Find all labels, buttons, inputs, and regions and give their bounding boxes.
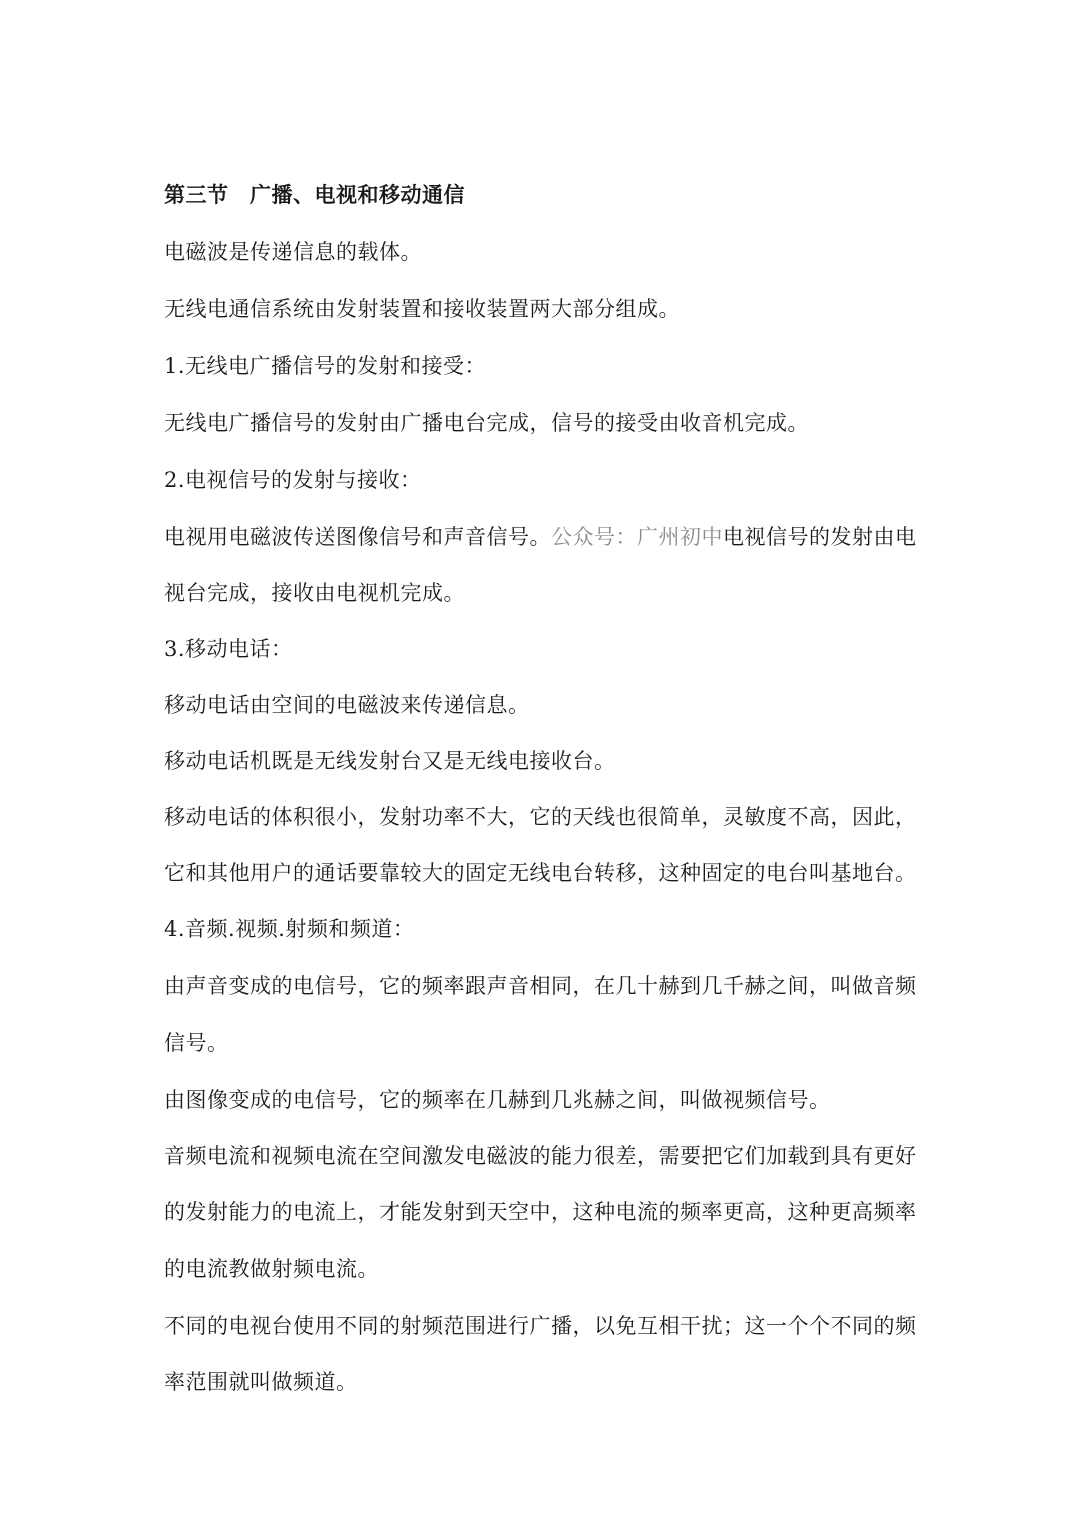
paragraph-line: 视台完成，接收由电视机完成。	[164, 581, 465, 605]
document-page	[164, 0, 934, 1528]
paragraph-line: 由声音变成的电信号，它的频率跟声音相同，在几十赫到几千赫之间，叫做音频	[164, 974, 917, 998]
paragraph-line: 不同的电视台使用不同的射频范围进行广播，以免互相干扰；这一个个不同的频	[164, 1314, 917, 1338]
paragraph-text: 电视信号的发射由电	[723, 525, 917, 549]
section-title: 第三节 广播、电视和移动通信	[164, 183, 465, 207]
paragraph-line: 的电流教做射频电流。	[164, 1257, 379, 1281]
paragraph-line: 的发射能力的电流上，才能发射到天空中，这种电流的频率更高，这种更高频率	[164, 1200, 917, 1224]
paragraph-text: 电视用电磁波传送图像信号和声音信号。	[164, 525, 551, 549]
subheading-3: 3.移动电话：	[164, 637, 293, 661]
subheading-1: 1.无线电广播信号的发射和接受：	[164, 354, 487, 378]
subheading-4: 4.音频.视频.射频和频道：	[164, 917, 415, 941]
subheading-2: 2.电视信号的发射与接收：	[164, 468, 422, 492]
paragraph-line: 它和其他用户的通话要靠较大的固定无线电台转移，这种固定的电台叫基地台。	[164, 861, 917, 885]
watermark-text: 公众号：广州初中	[551, 525, 723, 549]
paragraph-line: 信号。	[164, 1031, 229, 1055]
paragraph-line: 音频电流和视频电流在空间激发电磁波的能力很差，需要把它们加载到具有更好	[164, 1144, 917, 1168]
paragraph-line: 移动电话机既是无线发射台又是无线电接收台。	[164, 749, 616, 773]
paragraph-line: 率范围就叫做频道。	[164, 1370, 358, 1394]
paragraph-line: 电磁波是传递信息的载体。	[164, 240, 422, 264]
paragraph-line: 移动电话的体积很小，发射功率不大，它的天线也很简单，灵敏度不高，因此，	[164, 805, 917, 829]
paragraph-line: 无线电通信系统由发射装置和接收装置两大部分组成。	[164, 297, 680, 321]
paragraph-line: 移动电话由空间的电磁波来传递信息。	[164, 693, 530, 717]
paragraph-line: 无线电广播信号的发射由广播电台完成，信号的接受由收音机完成。	[164, 411, 809, 435]
paragraph-line: 由图像变成的电信号，它的频率在几赫到几兆赫之间，叫做视频信号。	[164, 1088, 831, 1112]
paragraph-line	[164, 522, 917, 552]
